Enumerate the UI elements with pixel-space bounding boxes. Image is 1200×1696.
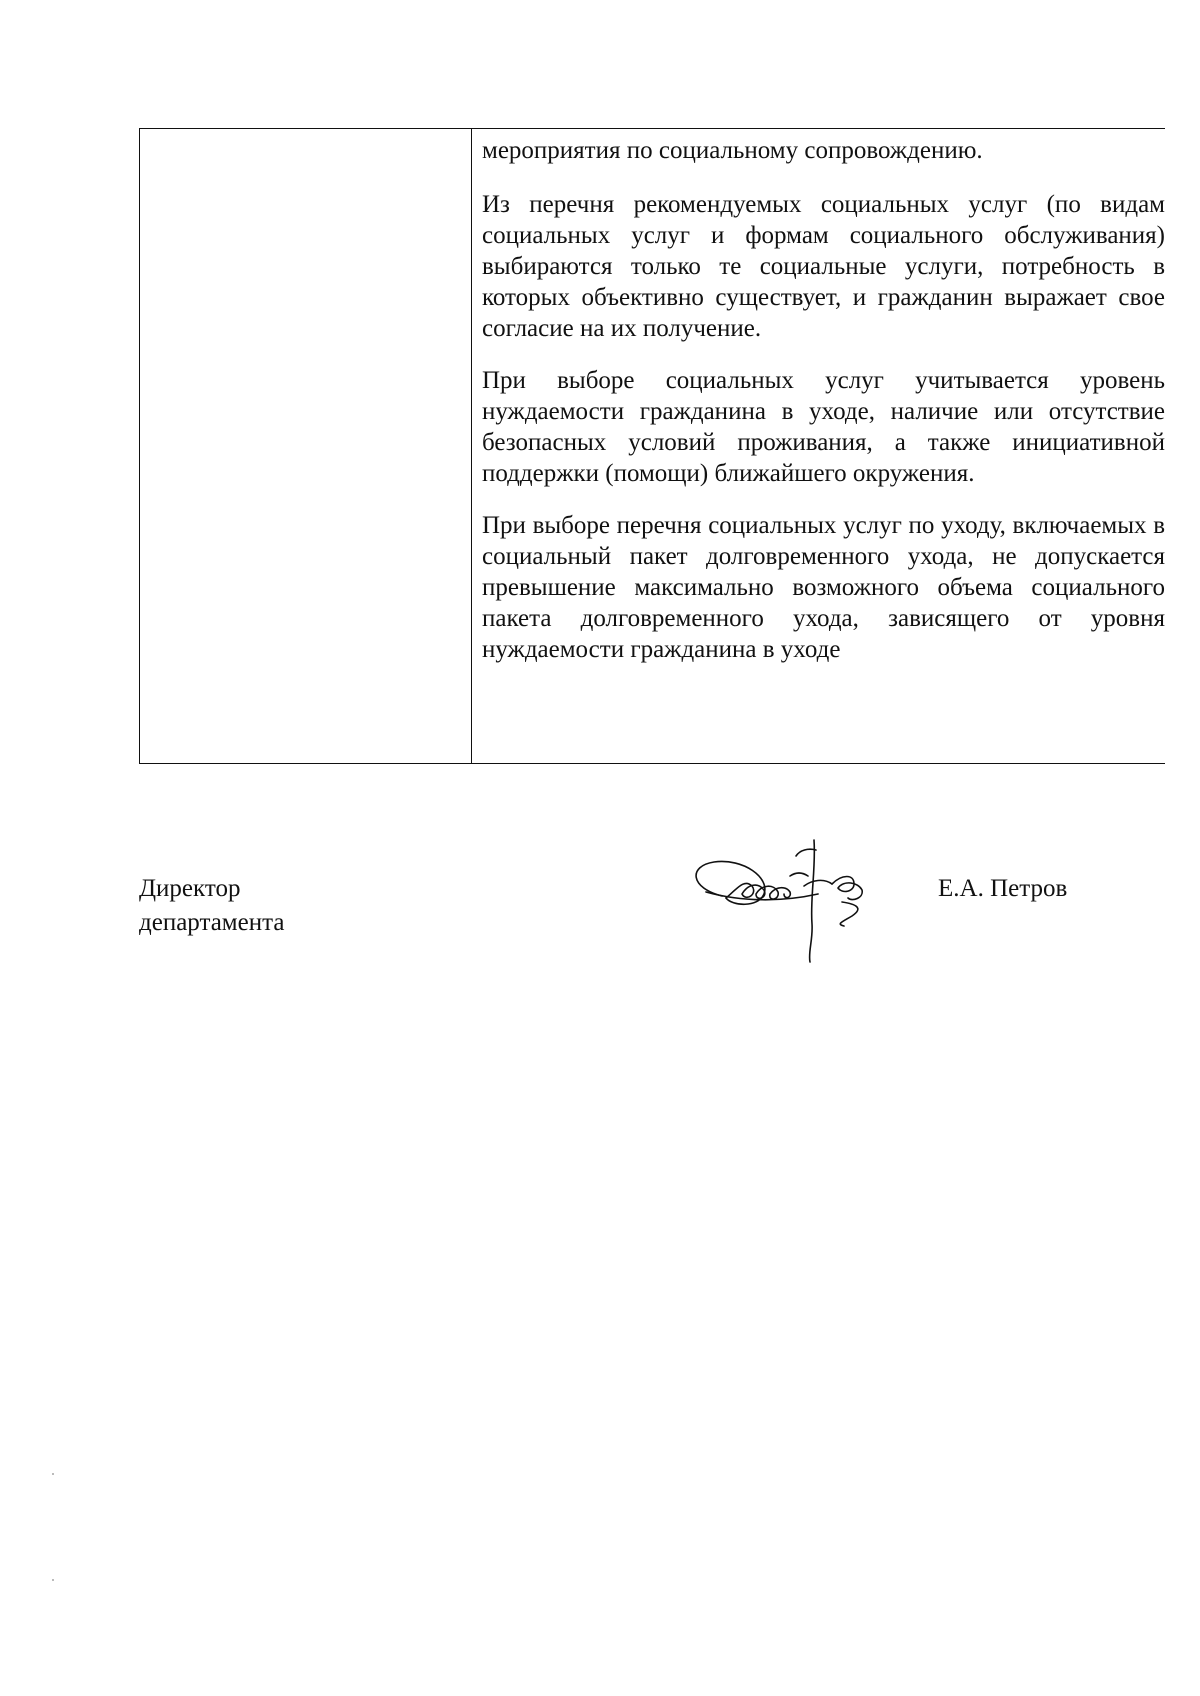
signer-position xyxy=(139,872,284,940)
table-left-cell xyxy=(140,129,472,763)
scan-speck xyxy=(52,1473,54,1475)
signer-name: Е.А. Петров xyxy=(938,875,1068,902)
position-line-2: департамента xyxy=(139,909,285,936)
table-right-cell xyxy=(472,129,1165,763)
paragraph-3: При выборе социальных услуг учитывается уровень нуждаемости гражданина в уходе, наличие или отсутствие безопасных условий проживания, а также инициативной поддержки (помощи) ближайшего окружения. xyxy=(482,367,1165,487)
paragraph-2: Из перечня рекомендуемых социальных услуг (по видам социальных услуг и формам социального обслуживания) выбираются только те социальные услуги, потребность в которых объективно существует, и гражданин выражает свое согласие на их получение. xyxy=(482,191,1165,342)
content-table xyxy=(139,128,1165,764)
handwritten-signature xyxy=(692,828,922,963)
paragraph-4: При выборе перечня социальных услуг по уходу, включаемых в социальный пакет долговременного ухода, не допускается превышение максимально возможного объема социального пакета долговременного ухода, зависящего от уровня нуждаемости гражданина в уходе xyxy=(482,512,1165,663)
scan-speck xyxy=(52,1579,54,1581)
paragraph-1: мероприятия по социальному сопровождению. xyxy=(482,137,983,164)
position-line-1: Директор xyxy=(139,875,241,902)
